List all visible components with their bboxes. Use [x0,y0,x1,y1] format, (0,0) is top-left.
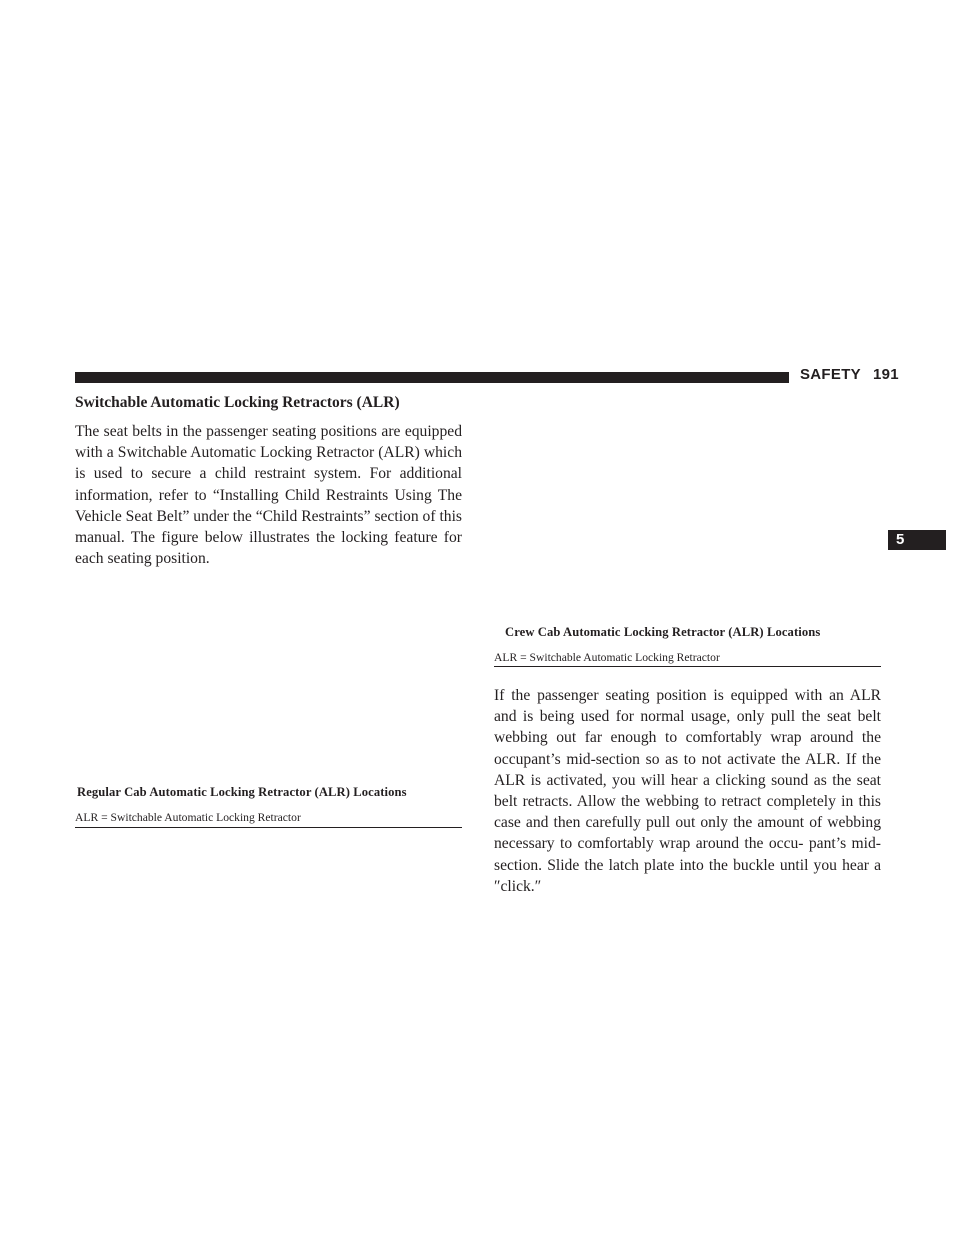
page-number: 191 [872,366,899,383]
crew-cab-figure-legend: ALR = Switchable Automatic Locking Retractor [494,651,720,664]
section-title: Switchable Automatic Locking Retractors (ALR) [75,394,400,411]
regular-cab-figure-caption: Regular Cab Automatic Locking Retractor (ALR) Locations [77,785,407,799]
header-bar [75,372,789,383]
intro-paragraph: The seat belts in the passenger seating positions are equipped with a Switchable Automatic Locking Retractor (ALR) which is used to secure a child restraint system. For additional information, refer to “Installing Child Restraints Using The Vehicle Seat Belt” under the “Child Restraints” section of this manual. The figure below illustrates the locking feature for each seating position. [75,423,462,568]
chapter-tab: 5 [888,530,946,550]
regular-cab-caption-rule [75,827,462,828]
alr-usage-paragraph: If the passenger seating position is equipped with an ALR and is being used for normal usage, only pull the seat belt webbing out far enough to comfortably wrap around the occupant’s mid-section so as to not activate the ALR. If the ALR is activated, you will hear a clicking sound as the seat belt retracts. Allow the webbing to retract completely in this case and then carefully pull out only the amount of webbing necessary to comfortably wrap around the occu- pant’s mid-section. Slide the latch plate into the buckle until you hear a ″click.″ [494,687,881,895]
crew-cab-figure-caption: Crew Cab Automatic Locking Retractor (ALR) Locations [505,625,821,639]
header-section: SAFETY [800,366,861,383]
running-header [800,366,899,383]
regular-cab-figure-legend: ALR = Switchable Automatic Locking Retractor [75,811,301,824]
crew-cab-caption-rule [494,666,881,667]
